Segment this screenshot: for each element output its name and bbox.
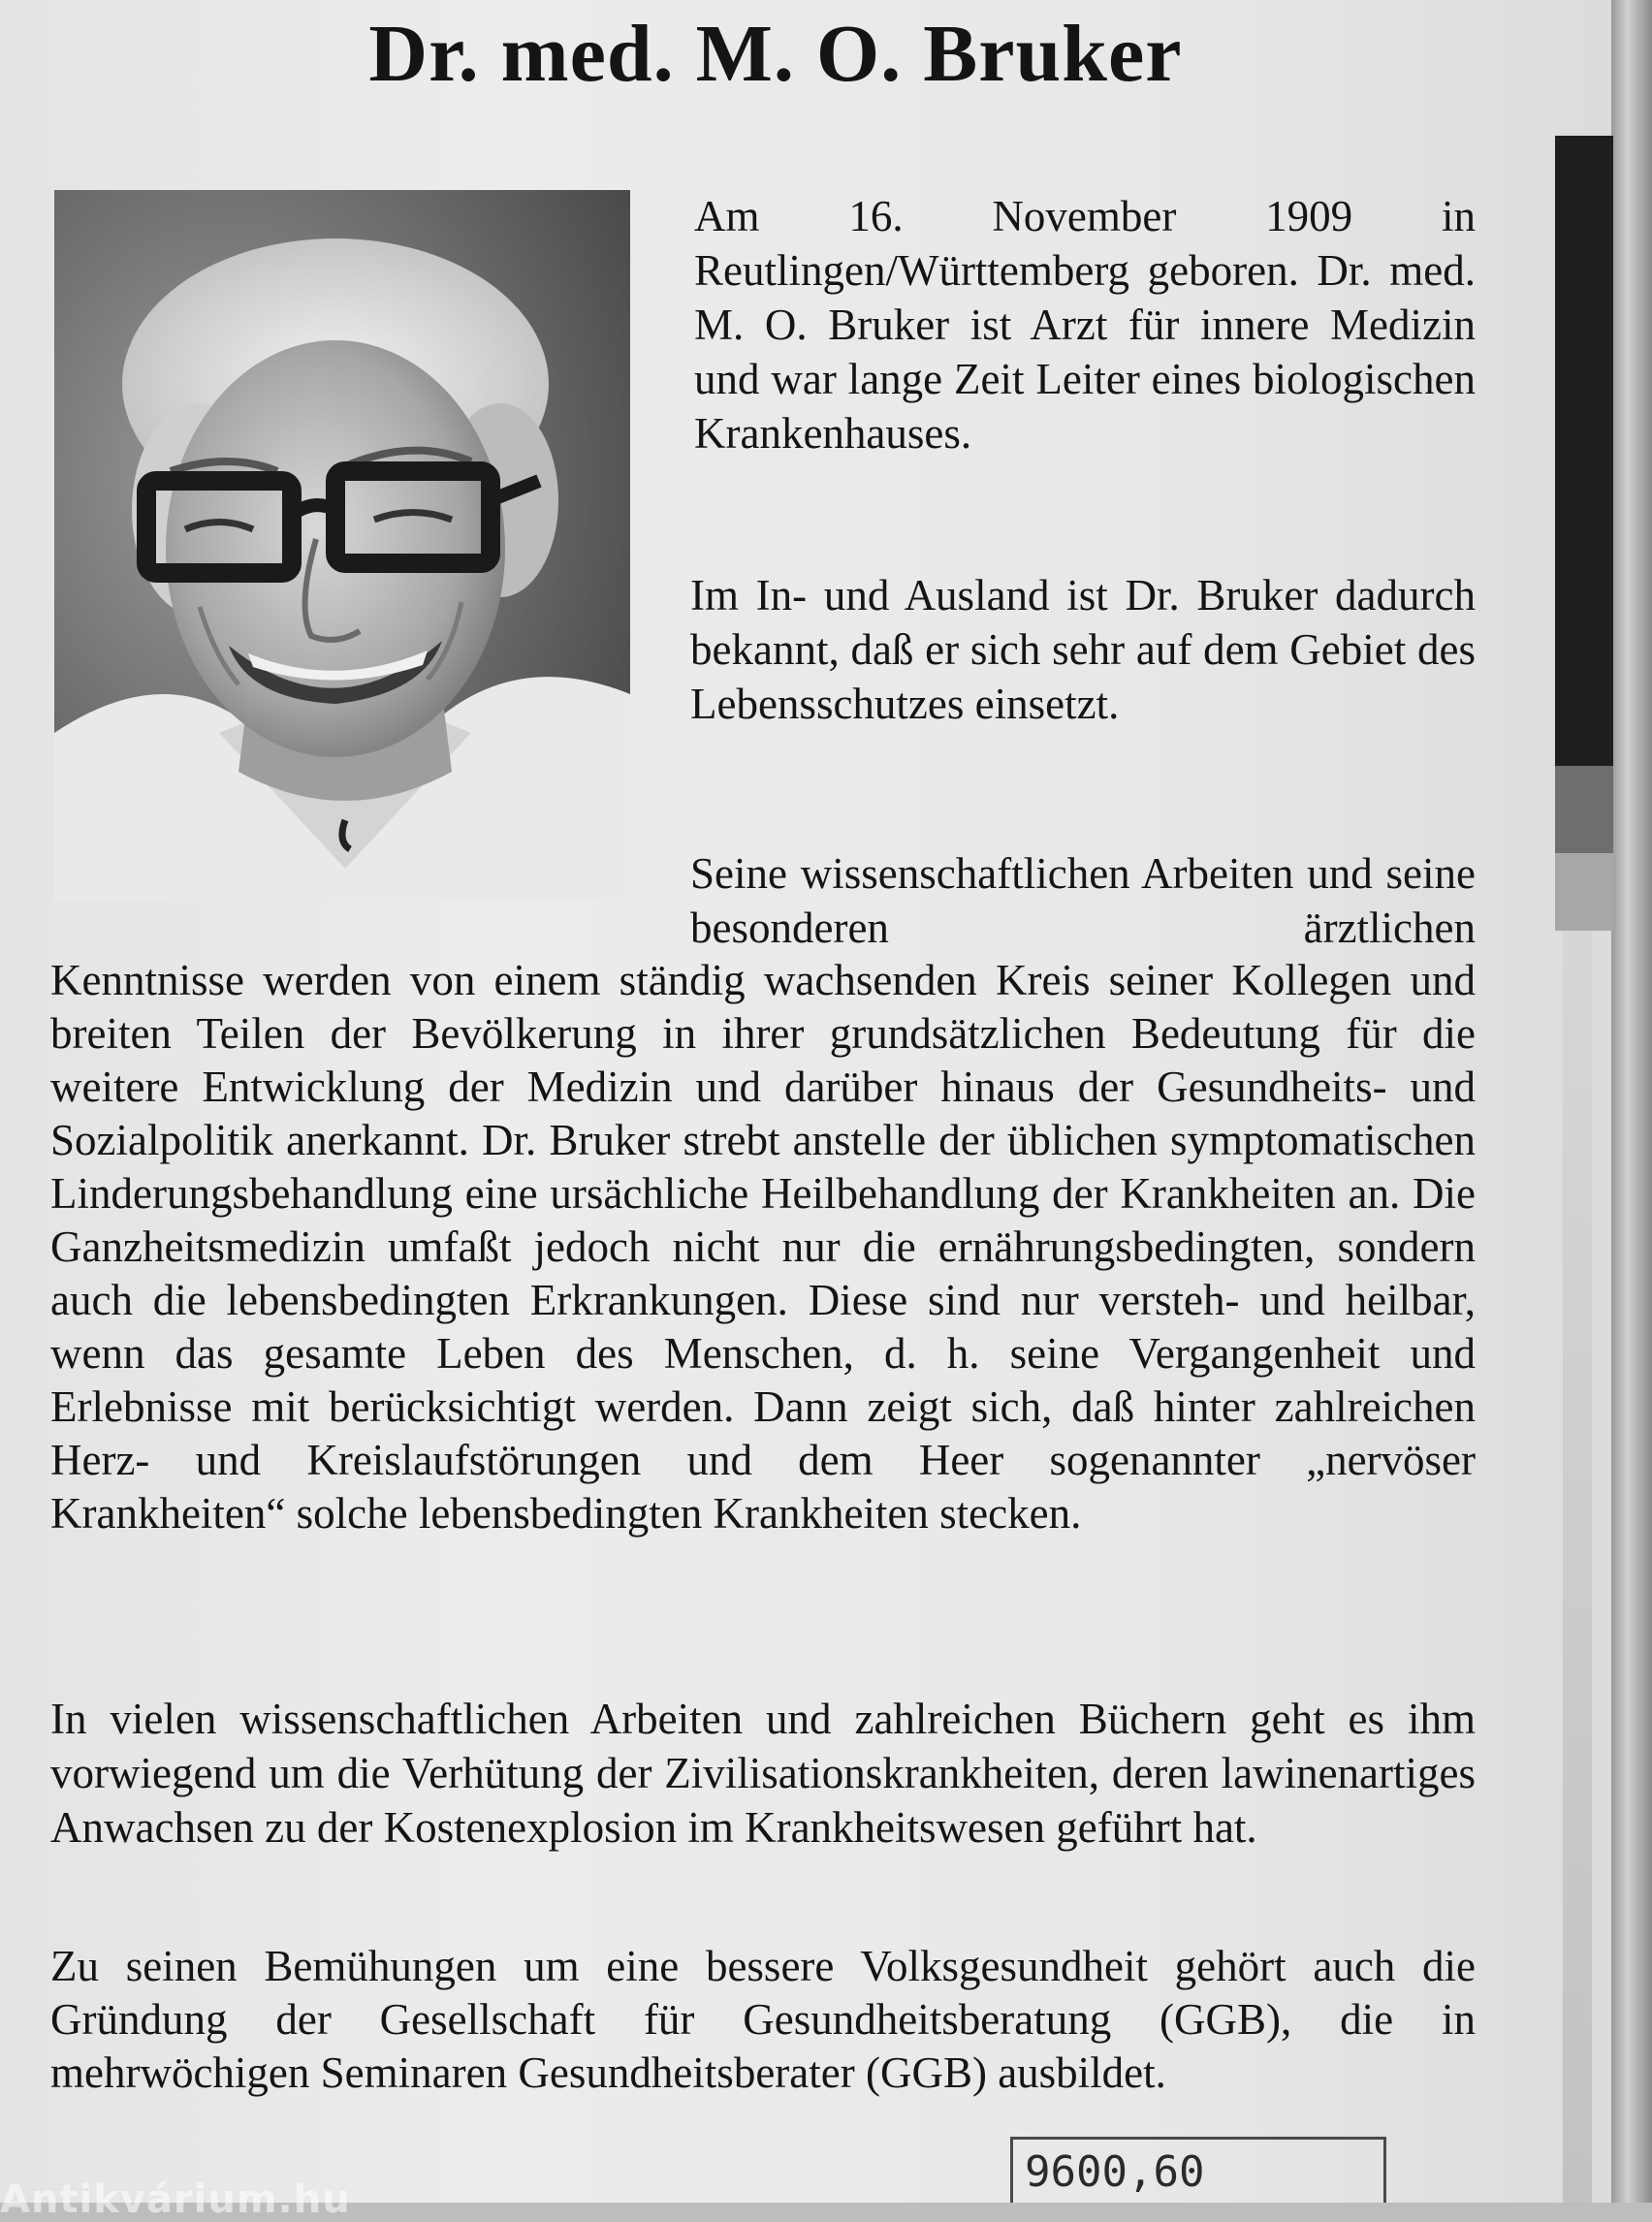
- bio-paragraph-birth: Am 16. November 1909 in Reutlingen/Württemberg geboren. Dr. med. M. O. Bruker ist Arzt für innere Medizin und war lange Zeit Leiter eines biologischen Krankenhauses.: [694, 192, 1476, 458]
- portrait-photo: [54, 190, 630, 902]
- price-sticker: 9600,60: [1010, 2137, 1386, 2203]
- page-edge: [1611, 0, 1652, 2203]
- page-title: Dr. med. M. O. Bruker: [368, 9, 1183, 99]
- spine-color-band-dark: [1555, 136, 1613, 766]
- bio-paragraph-reputation: Im In- und Ausland ist Dr. Bruker dadurch bekannt, daß er sich sehr auf dem Gebiet des Lebensschutzes einsetzt.: [690, 571, 1476, 728]
- watermark: Antikvárium.hu: [0, 2177, 351, 2222]
- spine-strip: [1563, 931, 1592, 2203]
- bio-paragraph-ggb: Zu seinen Bemühungen um eine bessere Volksgesundheit gehört auch die Gründung der Gesellschaft für Gesundheitsberatung (GGB), die in mehrwöchigen Seminaren Gesundheitsberater (GGB) ausbildet.: [50, 1942, 1476, 2097]
- bio-paragraph-books: In vielen wissenschaftlichen Arbeiten und zahlreichen Büchern geht es ihm vorwiegend um die Verhütung der Zivilisationskrankheiten, deren lawinenartiges Anwachsen zu der Kostenexplosion im Krankheitswesen geführt hat.: [50, 1695, 1476, 1852]
- spine-color-band-mid: [1555, 766, 1613, 853]
- spine-color-band-light: [1555, 853, 1613, 931]
- bio-paragraph-work: Kenntnisse werden von einem ständig wachsenden Kreis seiner Kollegen und breiten Teilen der Bevölkerung in ihrer grundsätzlichen Bedeutung für die weitere Entwicklung der Medizin und darüber hinaus der Gesundheits- und Sozialpolitik anerkannt. Dr. Bruker strebt anstelle der üblichen symptomatischen Linderungsbehandlung eine ursächliche Heilbehandlung der Krankheiten an. Die Ganzheitsmedizin umfaßt jedoch nicht nur die ernährungsbedingten, sondern auch die lebensbedingten Erkrankungen. Diese sind nur versteh- und heilbar, wenn das gesamte Leben des Menschen, d. h. seine Vergangenheit und Erlebnisse mit berücksichtigt werden. Dann zeigt sich, daß hinter zahlreichen Herz- und Kreislaufstörungen und dem Heer sogenannter „nervöser Krankheiten“ solche lebensbedingten Krankheiten stecken.: [50, 956, 1476, 1538]
- bio-paragraph-work-start: Seine wissenschaftlichen Arbeiten und seine besonderen ärztlichen: [690, 849, 1476, 952]
- portrait-photo-icon: [54, 190, 630, 902]
